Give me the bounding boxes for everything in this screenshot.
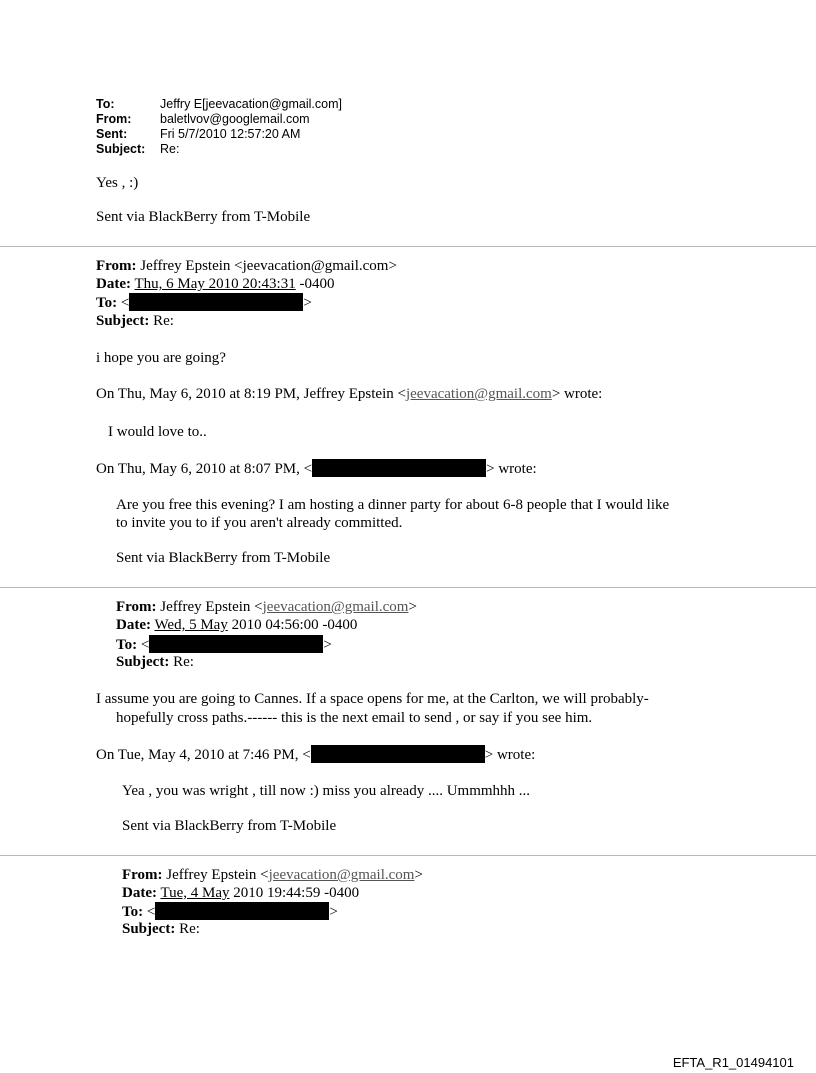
msg3-date: Date: Wed, 5 May 2010 04:56:00 -0400 [116, 617, 358, 633]
divider [0, 855, 816, 856]
sent-label: Sent: [96, 127, 128, 141]
redaction-box [129, 293, 303, 311]
msg3-to: To: < > [116, 637, 332, 653]
msg2-subject: Subject: Re: [96, 313, 174, 329]
msg3-body-line1: I assume you are going to Cannes. If a space opens for me, at the Carlton, we will probably- [96, 691, 649, 707]
quote2-body-line2: to invite you to if you aren't already committed. [116, 515, 403, 531]
redaction-box [311, 745, 485, 763]
quote2-body-line1: Are you free this evening? I am hosting a dinner party for about 6-8 people that I would like [116, 497, 670, 513]
msg2-date: Date: Thu, 6 May 2010 20:43:31 -0400 [96, 276, 335, 292]
msg3-quote-header: On Tue, May 4, 2010 at 7:46 PM, < > wrote: [96, 747, 536, 763]
msg2-body: i hope you are going? [96, 350, 226, 366]
to-value: Jeffry E[jeevacation@gmail.com] [160, 97, 342, 111]
msg3-body-line2: hopefully cross paths.------ this is the next email to send , or say if you see him. [116, 710, 593, 726]
quote2-signature: Sent via BlackBerry from T-Mobile [116, 550, 331, 566]
quote1-header: On Thu, May 6, 2010 at 8:19 PM, Jeffrey Epstein <jeevacation@gmail.com> wrote: [96, 386, 603, 402]
quote2-header: On Thu, May 6, 2010 at 8:07 PM, < > wrote: [96, 461, 537, 477]
redaction-box [149, 635, 323, 653]
to-label: To: [96, 97, 115, 111]
msg1-body: Yes , :) [96, 175, 139, 191]
email-link[interactable]: jeevacation@gmail.com [268, 867, 415, 883]
subject-label: Subject: [96, 142, 146, 156]
subject-value: Re: [160, 142, 180, 156]
msg3-from: From: Jeffrey Epstein <jeevacation@gmail.com> [116, 599, 417, 615]
msg4-subject: Subject: Re: [122, 921, 200, 937]
redaction-box [312, 459, 486, 477]
from-value: baletlvov@googlemail.com [160, 112, 310, 126]
msg4-to: To: < > [122, 904, 338, 920]
email-link[interactable]: jeevacation@gmail.com [262, 599, 409, 615]
msg2-from: From: Jeffrey Epstein <jeevacation@gmail.com> [96, 258, 397, 274]
email-header [96, 97, 342, 157]
msg3-subject: Subject: Re: [116, 654, 194, 670]
msg4-date: Date: Tue, 4 May 2010 19:44:59 -0400 [122, 885, 360, 901]
email-link[interactable]: jeevacation@gmail.com [405, 386, 552, 402]
msg3-quote-signature: Sent via BlackBerry from T-Mobile [122, 818, 337, 834]
redaction-box [155, 902, 329, 920]
sent-value: Fri 5/7/2010 12:57:20 AM [160, 127, 301, 141]
quote1-body: I would love to.. [108, 424, 207, 440]
from-label: From: [96, 112, 132, 126]
msg1-signature: Sent via BlackBerry from T-Mobile [96, 209, 311, 225]
document-id: EFTA_R1_01494101 [672, 1055, 794, 1070]
divider [0, 587, 816, 588]
msg2-to: To: < > [96, 295, 312, 311]
divider [0, 246, 816, 247]
msg4-from: From: Jeffrey Epstein <jeevacation@gmail.com> [122, 867, 423, 883]
msg3-quote-body: Yea , you was wright , till now :) miss you already .... Ummmhhh ... [122, 783, 531, 799]
